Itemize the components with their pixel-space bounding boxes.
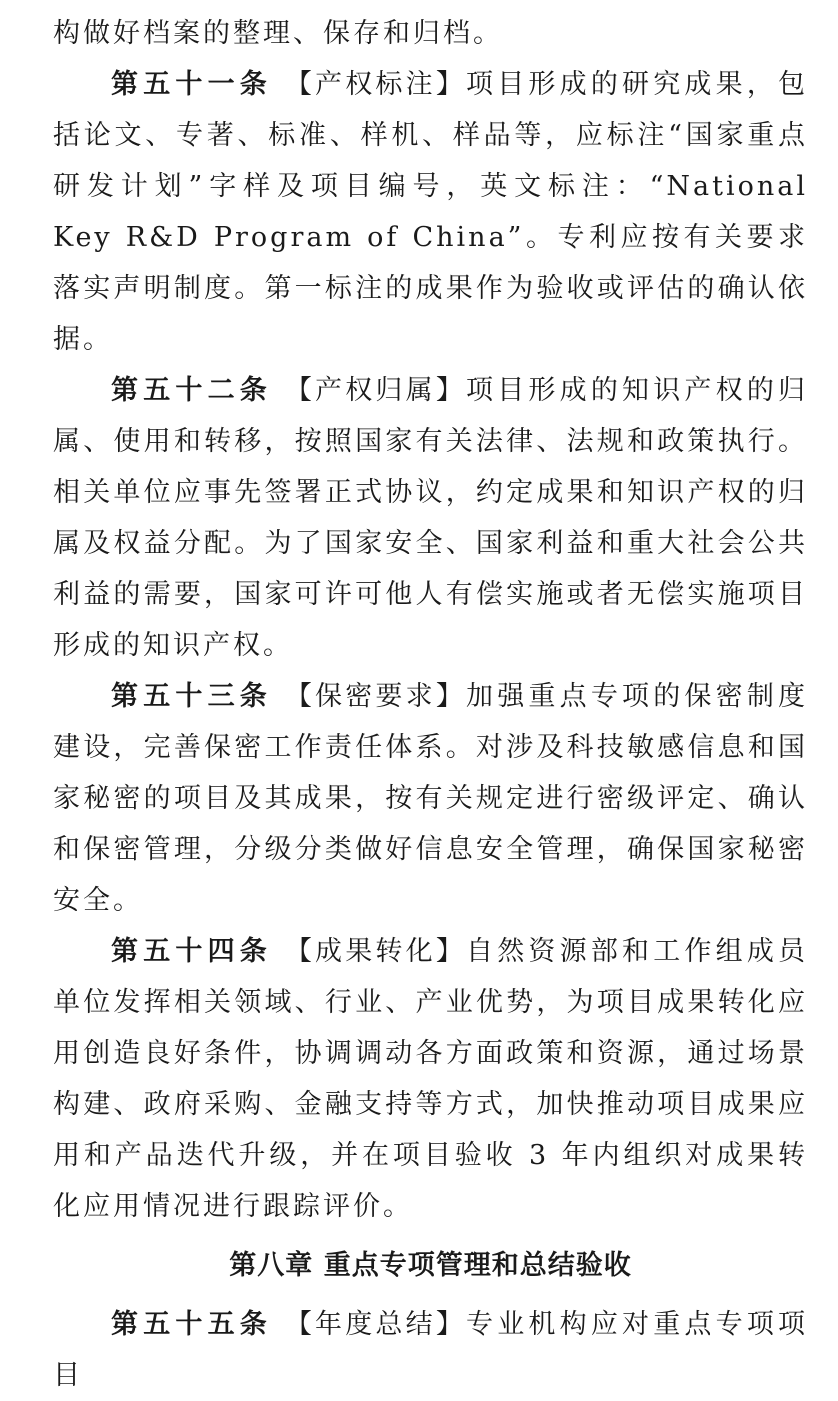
- article-tag: 【产权归属】: [284, 375, 467, 406]
- article-tag: 【年度总结】: [284, 1309, 467, 1340]
- article-number: 第五十三条: [111, 681, 273, 712]
- article-tag: 【保密要求】: [284, 681, 467, 712]
- article-54: [53, 926, 808, 1232]
- article-51: [53, 59, 808, 365]
- lead-paragraph: 构做好档案的整理、保存和归档。: [53, 18, 503, 49]
- article-number: 第五十五条: [111, 1309, 273, 1340]
- article-body: 加强重点专项的保密制度建设，完善保密工作责任体系。对涉及科技敏感信息和国家秘密的项目及其成果，按有关规定进行密级评定、确认和保密管理，分级分类做好信息安全管理，确保国家秘密安全。: [53, 681, 809, 916]
- article-body: 专业机构应对重点专项项目: [53, 1309, 809, 1391]
- article-55: [53, 1299, 808, 1401]
- article-52: [53, 365, 808, 671]
- article-number: 第五十四条: [111, 936, 273, 967]
- article-body: 项目形成的研究成果，包括论文、专著、标准、样机、样品等，应标注“国家重点研发计划”字样及项目编号，英文标注：“National Key R&D Program of China”。专利应按有关要求落实声明制度。第一标注的成果作为验收或评估的确认依据。: [53, 69, 809, 355]
- article-number: 第五十一条: [111, 69, 273, 100]
- article-tag: 【成果转化】: [284, 936, 467, 967]
- article-number: 第五十二条: [111, 375, 273, 406]
- article-body: 项目形成的知识产权的归属、使用和转移，按照国家有关法律、法规和政策执行。相关单位应事先签署正式协议，约定成果和知识产权的归属及权益分配。为了国家安全、国家利益和重大社会公共利益的需要，国家可许可他人有偿实施或者无偿实施项目形成的知识产权。: [53, 375, 809, 661]
- article-tag: 【产权标注】: [284, 69, 467, 100]
- chapter-heading: 第八章 重点专项管理和总结验收: [229, 1250, 632, 1281]
- article-body: 自然资源部和工作组成员单位发挥相关领域、行业、产业优势，为项目成果转化应用创造良好条件，协调调动各方面政策和资源，通过场景构建、政府采购、金融支持等方式，加快推动项目成果应用和产品迭代升级，并在项目验收 3 年内组织对成果转化应用情况进行跟踪评价。: [53, 936, 809, 1222]
- article-53: [53, 671, 808, 926]
